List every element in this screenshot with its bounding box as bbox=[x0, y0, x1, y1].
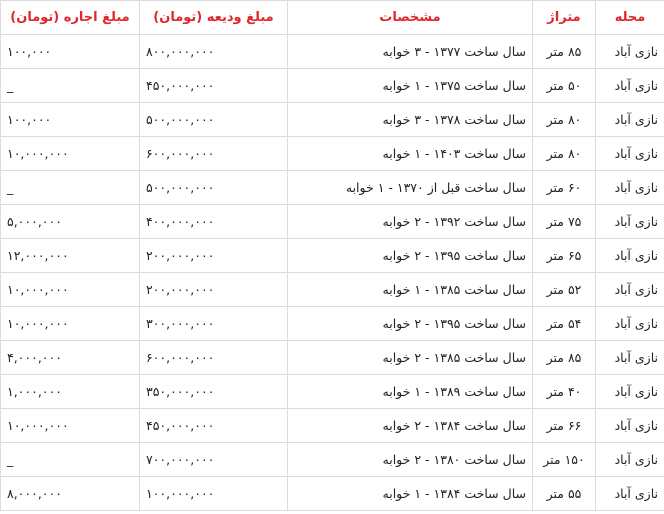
cell-rent: ۱,۰۰۰,۰۰۰ bbox=[1, 375, 140, 409]
cell-specs: سال ساخت ۱۳۸۵ - ۲ خوابه bbox=[288, 341, 533, 375]
cell-specs: سال ساخت قبل از ۱۳۷۰ - ۱ خوابه bbox=[288, 171, 533, 205]
cell-rent: _ bbox=[1, 69, 140, 103]
cell-specs: سال ساخت ۱۳۸۴ - ۲ خوابه bbox=[288, 409, 533, 443]
cell-area: ۷۵ متر bbox=[533, 205, 596, 239]
cell-rent: ۱۲,۰۰۰,۰۰۰ bbox=[1, 239, 140, 273]
cell-specs: سال ساخت ۱۳۹۲ - ۲ خوابه bbox=[288, 205, 533, 239]
cell-specs: سال ساخت ۱۳۸۰ - ۲ خوابه bbox=[288, 443, 533, 477]
cell-deposit: ۱۰۰,۰۰۰,۰۰۰ bbox=[140, 477, 288, 511]
cell-deposit: ۶۰۰,۰۰۰,۰۰۰ bbox=[140, 341, 288, 375]
cell-neighborhood: نازی آباد bbox=[596, 69, 664, 103]
cell-deposit: ۲۰۰,۰۰۰,۰۰۰ bbox=[140, 239, 288, 273]
cell-rent: ۱۰,۰۰۰,۰۰۰ bbox=[1, 273, 140, 307]
cell-area: ۴۰ متر bbox=[533, 375, 596, 409]
table-row bbox=[1, 171, 664, 205]
cell-neighborhood: نازی آباد bbox=[596, 409, 664, 443]
cell-deposit: ۴۵۰,۰۰۰,۰۰۰ bbox=[140, 409, 288, 443]
cell-deposit: ۷۰۰,۰۰۰,۰۰۰ bbox=[140, 443, 288, 477]
cell-area: ۸۵ متر bbox=[533, 341, 596, 375]
cell-specs: سال ساخت ۱۳۹۵ - ۲ خوابه bbox=[288, 307, 533, 341]
cell-area: ۱۵۰ متر bbox=[533, 443, 596, 477]
cell-deposit: ۴۰۰,۰۰۰,۰۰۰ bbox=[140, 205, 288, 239]
cell-neighborhood: نازی آباد bbox=[596, 477, 664, 511]
table-row bbox=[1, 443, 664, 477]
cell-area: ۵۰ متر bbox=[533, 69, 596, 103]
cell-rent: ۱۰۰,۰۰۰ bbox=[1, 35, 140, 69]
cell-specs: سال ساخت ۱۳۸۴ - ۱ خوابه bbox=[288, 477, 533, 511]
cell-neighborhood: نازی آباد bbox=[596, 103, 664, 137]
cell-deposit: ۳۵۰,۰۰۰,۰۰۰ bbox=[140, 375, 288, 409]
cell-area: ۵۵ متر bbox=[533, 477, 596, 511]
table-header bbox=[1, 1, 664, 35]
cell-deposit: ۸۰۰,۰۰۰,۰۰۰ bbox=[140, 35, 288, 69]
cell-specs: سال ساخت ۱۳۹۵ - ۲ خوابه bbox=[288, 239, 533, 273]
cell-area: ۶۶ متر bbox=[533, 409, 596, 443]
table-row bbox=[1, 35, 664, 69]
table-row bbox=[1, 307, 664, 341]
cell-neighborhood: نازی آباد bbox=[596, 307, 664, 341]
cell-deposit: ۵۰۰,۰۰۰,۰۰۰ bbox=[140, 171, 288, 205]
cell-neighborhood: نازی آباد bbox=[596, 137, 664, 171]
table-row bbox=[1, 477, 664, 511]
table-body bbox=[1, 35, 664, 511]
cell-deposit: ۳۰۰,۰۰۰,۰۰۰ bbox=[140, 307, 288, 341]
cell-neighborhood: نازی آباد bbox=[596, 443, 664, 477]
cell-deposit: ۵۰۰,۰۰۰,۰۰۰ bbox=[140, 103, 288, 137]
header-row bbox=[1, 1, 664, 35]
cell-deposit: ۶۰۰,۰۰۰,۰۰۰ bbox=[140, 137, 288, 171]
cell-specs: سال ساخت ۱۳۷۵ - ۱ خوابه bbox=[288, 69, 533, 103]
cell-rent: ۱۰,۰۰۰,۰۰۰ bbox=[1, 409, 140, 443]
cell-rent: _ bbox=[1, 171, 140, 205]
cell-area: ۸۰ متر bbox=[533, 103, 596, 137]
cell-neighborhood: نازی آباد bbox=[596, 171, 664, 205]
table-row bbox=[1, 69, 664, 103]
table-row bbox=[1, 409, 664, 443]
table-row bbox=[1, 137, 664, 171]
header-specs: مشخصات bbox=[288, 1, 533, 35]
cell-rent: ۸,۰۰۰,۰۰۰ bbox=[1, 477, 140, 511]
cell-deposit: ۴۵۰,۰۰۰,۰۰۰ bbox=[140, 69, 288, 103]
cell-specs: سال ساخت ۱۳۸۵ - ۱ خوابه bbox=[288, 273, 533, 307]
table-row bbox=[1, 273, 664, 307]
table-row bbox=[1, 341, 664, 375]
cell-area: ۵۲ متر bbox=[533, 273, 596, 307]
table-row bbox=[1, 205, 664, 239]
header-deposit: مبلغ ودیعه (تومان) bbox=[140, 1, 288, 35]
cell-area: ۶۵ متر bbox=[533, 239, 596, 273]
cell-specs: سال ساخت ۱۳۸۹ - ۱ خوابه bbox=[288, 375, 533, 409]
header-area: متراژ bbox=[533, 1, 596, 35]
cell-neighborhood: نازی آباد bbox=[596, 375, 664, 409]
cell-area: ۶۰ متر bbox=[533, 171, 596, 205]
table-row bbox=[1, 375, 664, 409]
cell-area: ۵۴ متر bbox=[533, 307, 596, 341]
cell-deposit: ۲۰۰,۰۰۰,۰۰۰ bbox=[140, 273, 288, 307]
header-rent: مبلغ اجاره (تومان) bbox=[1, 1, 140, 35]
cell-neighborhood: نازی آباد bbox=[596, 273, 664, 307]
table-row bbox=[1, 103, 664, 137]
cell-neighborhood: نازی آباد bbox=[596, 35, 664, 69]
cell-specs: سال ساخت ۱۴۰۳ - ۱ خوابه bbox=[288, 137, 533, 171]
cell-rent: ۴,۰۰۰,۰۰۰ bbox=[1, 341, 140, 375]
cell-specs: سال ساخت ۱۳۷۸ - ۳ خوابه bbox=[288, 103, 533, 137]
cell-neighborhood: نازی آباد bbox=[596, 341, 664, 375]
cell-neighborhood: نازی آباد bbox=[596, 205, 664, 239]
cell-rent: _ bbox=[1, 443, 140, 477]
table-row bbox=[1, 239, 664, 273]
cell-rent: ۱۰۰,۰۰۰ bbox=[1, 103, 140, 137]
cell-neighborhood: نازی آباد bbox=[596, 239, 664, 273]
cell-rent: ۵,۰۰۰,۰۰۰ bbox=[1, 205, 140, 239]
cell-area: ۸۵ متر bbox=[533, 35, 596, 69]
header-neighborhood: محله bbox=[596, 1, 664, 35]
cell-rent: ۱۰,۰۰۰,۰۰۰ bbox=[1, 137, 140, 171]
cell-specs: سال ساخت ۱۳۷۷ - ۳ خوابه bbox=[288, 35, 533, 69]
cell-rent: ۱۰,۰۰۰,۰۰۰ bbox=[1, 307, 140, 341]
cell-area: ۸۰ متر bbox=[533, 137, 596, 171]
